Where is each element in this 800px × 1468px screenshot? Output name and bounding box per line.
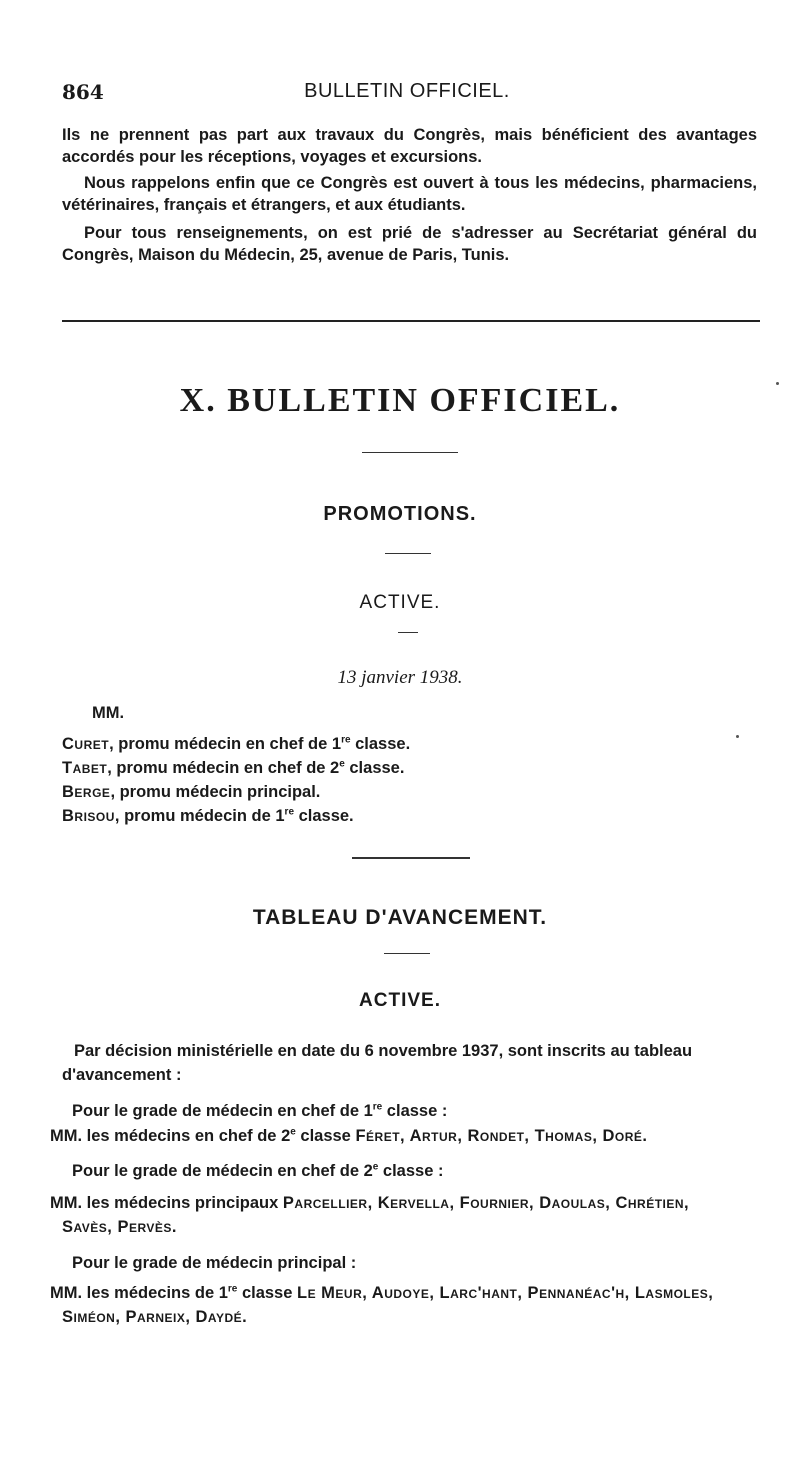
tableau-heading: TABLEAU D'AVANCEMENT. [252,906,548,929]
officer-name: Tabet [62,759,108,777]
mm-label: MM. [92,704,125,722]
officer-name: Brisou [62,807,115,825]
decision-line-2: d'avancement : [62,1066,182,1084]
main-title: X. BULLETIN OFFICIEL. [179,382,621,419]
active-rule [398,632,418,633]
page-header [62,80,752,112]
scan-speck [736,735,739,738]
officer-name: Berge [62,783,111,801]
grade-list-continued [62,1308,247,1327]
promotion-item: Berge, promu médecin principal. [62,783,321,801]
tableau-subheading: ACTIVE. [359,990,441,1011]
promotion-item: Curet, promu médecin en chef de 1re classe. [62,734,411,753]
running-title: BULLETIN OFFICIEL. [304,80,510,102]
promotion-item: Brisou, promu médecin de 1re classe. [62,806,354,825]
promotions-end-rule [352,857,470,859]
decision-line-1: Par décision ministérielle en date du 6 novembre 1937, sont inscrits au tableau [74,1042,693,1060]
grade-label: Pour le grade de médecin principal : [72,1254,357,1272]
grade-list: MM. les médecins en chef de 2e classe Féret, Artur, Rondet, Thomas, Doré. [50,1126,648,1145]
grade-list: MM. les médecins de 1re classe Le Meur, Audoye, Larc'hant, Pennanéac'h, Lasmoles, [50,1283,714,1302]
promotions-date: 13 janvier 1938. [337,667,463,688]
promotions-subheading: ACTIVE. [359,592,441,613]
officer-names: Parcellier, Kervella, Fournier, Daoulas, Chrétien, [282,1194,690,1212]
scan-speck [776,382,779,385]
title-rule [362,452,458,453]
officer-names: Le Meur, Audoye, Larc'hant, Pennanéac'h, Lasmoles, [297,1284,714,1302]
intro-paragraph-1: Ils ne prennent pas part aux travaux du Congrès, mais bénéficient des avantages accordés pour les réceptions, voyages et excursions. [62,126,757,166]
officer-names: Siméon, Parneix, Daydé. [62,1308,248,1326]
promotions-heading: PROMOTIONS. [323,503,477,525]
promotion-item: Tabet, promu médecin en chef de 2e classe. [62,758,405,777]
officer-names: Savès, Pervès. [62,1218,178,1236]
grade-label: Pour le grade de médecin en chef de 2e classe : [72,1161,444,1180]
grade-list-continued [62,1218,177,1237]
section-divider [62,320,760,322]
intro-paragraph-3: Pour tous renseignements, on est prié de s'adresser au Secrétariat général du Congrès, Maison du Médecin, 25, avenue de Paris, Tunis. [62,224,757,264]
officer-name: Curet [62,735,110,753]
intro-paragraph-2: Nous rappelons enfin que ce Congrès est ouvert à tous les médecins, pharmaciens, vétérinaires, français et étrangers, et aux étudiants. [62,174,757,214]
promotions-rule [385,553,431,554]
tableau-rule [384,953,430,954]
page-number: 864 [62,80,104,104]
officer-names: Féret, Artur, Rondet, Thomas, Doré. [355,1127,648,1145]
grade-label: Pour le grade de médecin en chef de 1re classe : [72,1101,448,1120]
grade-list: MM. les médecins principaux Parcellier, Kervella, Fournier, Daoulas, Chrétien, [50,1194,690,1212]
